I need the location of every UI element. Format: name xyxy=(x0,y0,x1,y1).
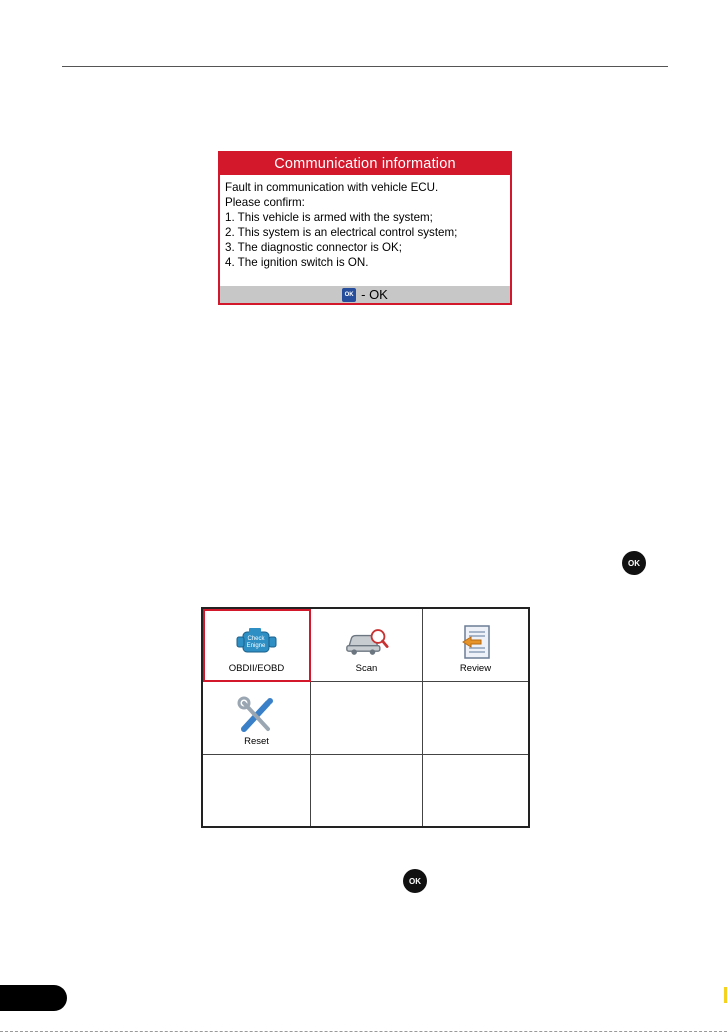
ok-label: - OK xyxy=(361,287,388,302)
dialog-message xyxy=(220,175,510,270)
menu-cell-empty xyxy=(311,682,423,755)
menu-item-label: OBDII/EOBD xyxy=(228,663,285,674)
message-line: Fault in communication with vehicle ECU. xyxy=(225,181,439,194)
page-number-tab xyxy=(0,985,67,1011)
message-line: 2. This system is an electrical control system; xyxy=(225,225,458,239)
review-document-icon xyxy=(454,624,498,660)
menu-item-obdii-eobd[interactable] xyxy=(203,609,311,682)
menu-item-review[interactable] xyxy=(423,609,528,682)
message-line: Please confirm: xyxy=(225,195,305,209)
svg-text:Check: Check xyxy=(246,636,265,642)
ok-key-icon: OK xyxy=(342,288,356,302)
menu-cell-empty xyxy=(423,755,528,826)
trim-line xyxy=(0,1031,727,1032)
menu-cell-empty xyxy=(203,755,311,826)
dialog-title: Communication information xyxy=(220,153,510,175)
svg-text:Enigne: Enigne xyxy=(246,643,265,649)
message-line: 3. The diagnostic connector is OK; xyxy=(225,240,403,254)
menu-item-label: Review xyxy=(459,663,492,674)
ok-button-icon: OK xyxy=(622,551,646,575)
main-menu-grid xyxy=(201,607,530,828)
menu-item-label: Reset xyxy=(244,736,269,747)
ok-button-icon: OK xyxy=(403,869,427,893)
message-line: 1. This vehicle is armed with the system; xyxy=(225,210,433,224)
reset-tools-icon xyxy=(235,697,279,733)
message-line: 4. The ignition switch is ON. xyxy=(225,255,369,269)
dialog-footer[interactable] xyxy=(220,286,510,303)
check-engine-icon xyxy=(235,624,279,660)
car-scan-icon xyxy=(345,624,389,660)
menu-cell-empty xyxy=(423,682,528,755)
header-rule xyxy=(62,66,668,67)
communication-dialog xyxy=(218,151,512,305)
menu-item-reset[interactable] xyxy=(203,682,311,755)
menu-item-scan[interactable] xyxy=(311,609,423,682)
menu-cell-empty xyxy=(311,755,423,826)
menu-item-label: Scan xyxy=(355,663,378,674)
